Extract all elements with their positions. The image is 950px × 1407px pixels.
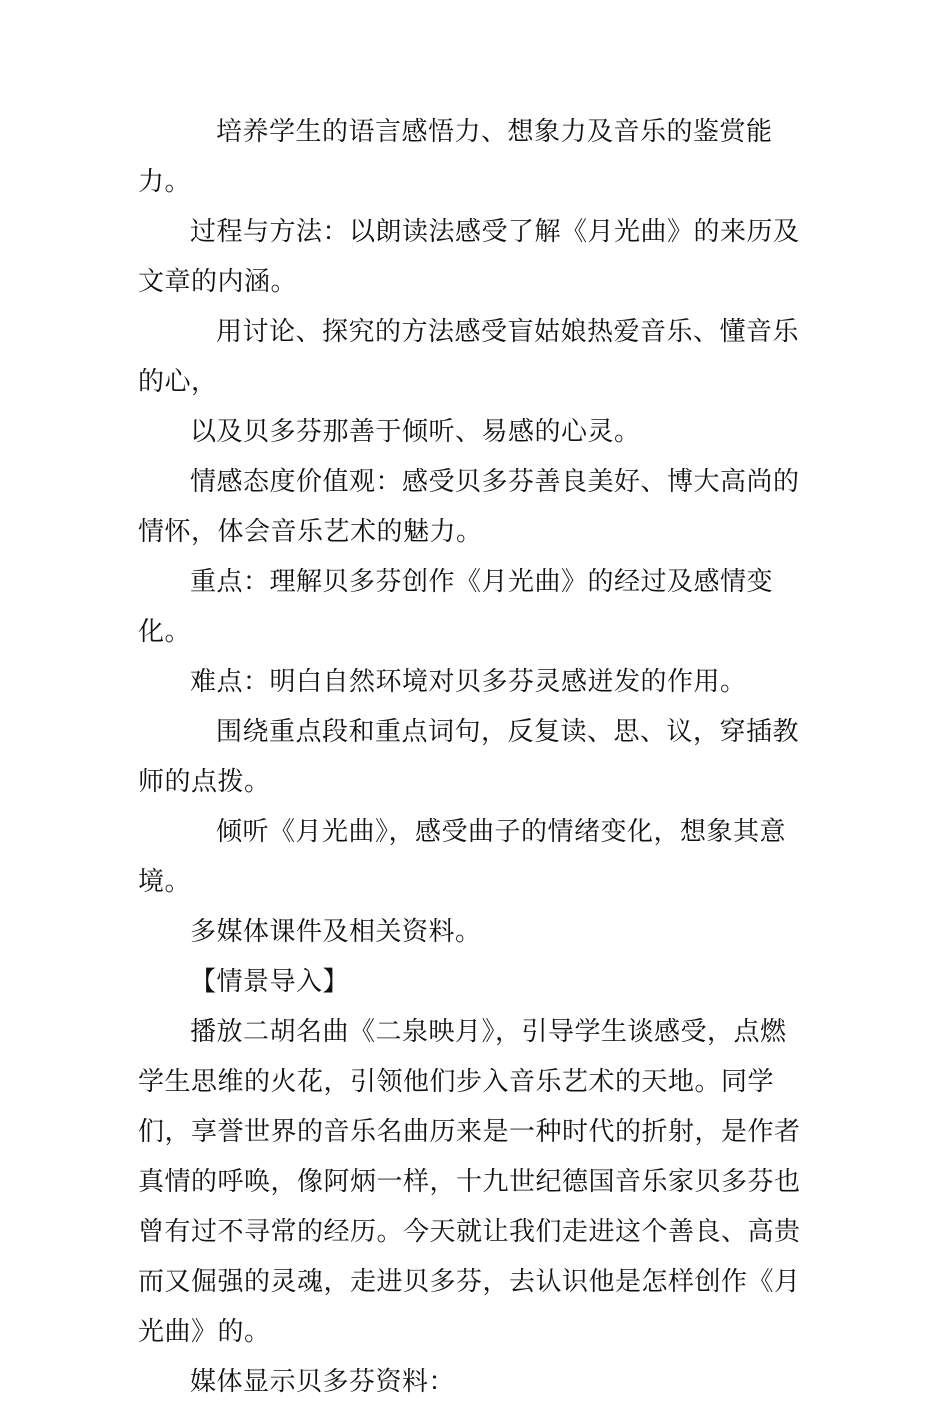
paragraph-teaching-approach: 围绕重点段和重点词句，反复读、思、议，穿插教师的点拨。 <box>138 717 800 797</box>
paragraph-emotion-values: 情感态度价值观：感受贝多芬善良美好、博大高尚的情怀，体会音乐艺术的魅力。 <box>138 467 800 547</box>
paragraph-discussion-method: 用讨论、探究的方法感受盲姑娘热爱音乐、懂音乐的心， <box>138 317 800 397</box>
paragraph-beethoven-heart: 以及贝多芬那善于倾听、易感的心灵。 <box>190 417 641 447</box>
section-heading-scenario-intro: 【情景导入】 <box>190 967 350 997</box>
paragraph-key-point: 重点：理解贝多芬创作《月光曲》的经过及感情变化。 <box>138 567 774 647</box>
paragraph-materials: 多媒体课件及相关资料。 <box>190 917 482 947</box>
paragraph-listening: 倾听《月光曲》，感受曲子的情绪变化，想象其意境。 <box>138 817 787 897</box>
document-body <box>138 107 810 1407</box>
paragraph-media-display: 媒体显示贝多芬资料： <box>190 1367 456 1397</box>
paragraph-introduction: 播放二胡名曲《二泉映月》，引导学生谈感受，点燃学生思维的火花，引领他们步入音乐艺术的天地。同学们，享誉世界的音乐名曲历来是一种时代的折射，是作者真情的呼唤，像阿炳一样，十九世纪德国音乐家贝多芬也曾有过不寻常的经历。今天就让我们走进这个善良、高贵而又倔强的灵魂，走进贝多芬，去认识他是怎样创作《月光曲》的。 <box>138 1017 801 1347</box>
paragraph-process-method: 过程与方法：以朗读法感受了解《月光曲》的来历及文章的内涵。 <box>138 217 800 297</box>
paragraph-difficult-point: 难点：明白自然环境对贝多芬灵感迸发的作用。 <box>190 667 747 697</box>
paragraph-objective-ability: 培养学生的语言感悟力、想象力及音乐的鉴赏能力。 <box>138 117 773 197</box>
